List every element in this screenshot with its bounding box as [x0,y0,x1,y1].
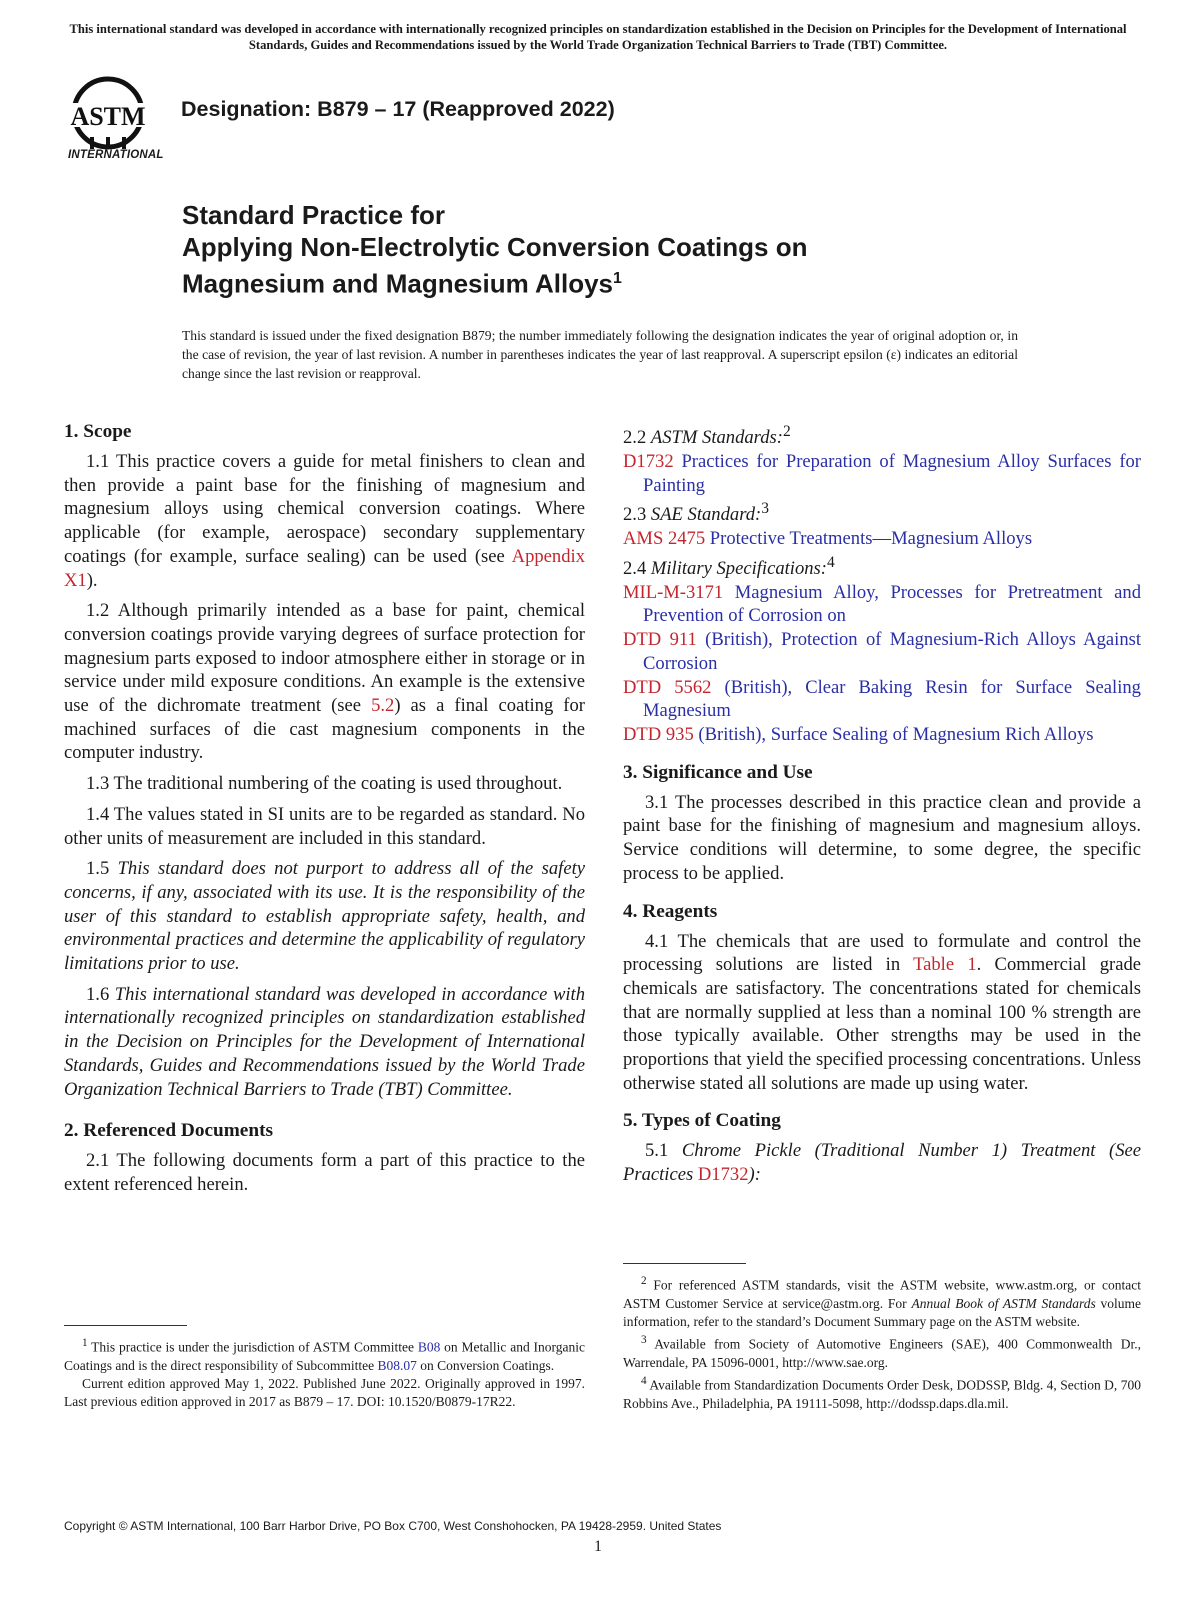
title-line-2: Applying Non-Electrolytic Conversion Coatings on [182,232,808,262]
right-column [623,420,1141,1194]
left-footnote-rule [64,1325,187,1326]
section-3-heading: 3. Significance and Use [623,761,813,783]
right-footnote-rule [623,1263,746,1264]
ref-d1732[interactable]: D1732 Practices for Preparation of Magnesium Alloy Surfaces for Painting [623,450,1141,496]
para-3-1: 3.1 The processes described in this practice clean and provide a paint base for the finishing of magnesium and magnesium alloys. Service conditions will determine, to some degree, the specific process to be applied. [623,791,1141,884]
top-notice: This international standard was developed in accordance with internationally recognized principles on standardization established in the Decision on Principles for the Development of International Standards, Guides and Recommendations issued by the World Trade Organization Technical Barriers to Trade (TBT) Committee. [69,22,1127,52]
title-line-3: Magnesium and Magnesium Alloys$^1$ [182,268,622,299]
designation: Designation: B879 – 17 (Reapproved 2022) [181,97,615,121]
military-specs-label: 2.4 Military Specifications:$^4$ [623,553,835,580]
footnote-3: $^3$ Available from Society of Automotive Engineers (SAE), 400 Commonwealth Dr., Warrendale, PA 15096-0001, http://www.sae.org. [623,1334,1141,1371]
footnote-1: $^1$ This practice is under the jurisdiction of ASTM Committee B08 on Metallic and Inorganic Coatings and is the direct responsibility of Subcommittee B08.07 on Conversion Coatings. [64,1337,585,1373]
ref-ams-2475[interactable]: AMS 2475 Protective Treatments—Magnesium Alloys [623,528,1033,550]
logo-subtitle: INTERNATIONAL [68,149,164,161]
para-1-3: 1.3 The traditional numbering of the coating is used throughout. [86,773,563,795]
para-5-1: 5.1 Chrome Pickle (Traditional Number 1) Treatment (See Practices D1732): [623,1140,1141,1186]
page-number: 1 [594,1538,602,1555]
footnote-4: $^4$ Available from Standardization Documents Order Desk, DODSSP, Bldg. 4, Section D, 700 Robbins Ave., Philadelphia, PA 19111-5098, http://dodssp.daps.dla.mil. [623,1375,1141,1412]
right-footnotes [623,1272,1141,1414]
footnote-2: $^2$ For referenced ASTM standards, visit the ASTM website, www.astm.org, or contact ASTM Customer Service at service@astm.org. For Annual Book of ASTM Standards volume information, refer to the standard’s Document Summary page on the ASTM website. [623,1275,1142,1330]
section-2-heading: 2. Referenced Documents [64,1120,274,1142]
para-2-1: 2.1 The following documents form a part of this practice to the extent referenced herein. [64,1150,585,1195]
ref-dtd-935[interactable]: DTD 935 (British), Surface Sealing of Magnesium Rich Alloys [623,724,1094,745]
para-1-5: 1.5 This standard does not purport to address all of the safety concerns, if any, associated with its use. It is the responsibility of the user of this standard to establish appropriate safety, health, and environmental practices and determine the applicability of regulatory limitations prior to use. [64,858,585,975]
para-4-1: 4.1 The chemicals that are used to formulate and control the processing solutions are listed in Table 1. Commercial grade chemicals are satisfactory. The concentrations stated for chemicals that are normally supplied at less than a nominal 100 % strength are those typically available. Other strengths may be used in the proportions that yield the specified processing concentrations. Unless otherwise stated all solutions are made up using water. [623,930,1141,1094]
section-1-heading: 1. Scope [64,421,132,442]
left-column [64,420,585,1204]
ref-dtd-911[interactable]: DTD 911 (British), Protection of Magnesium-Rich Alloys Against Corrosion [623,629,1142,674]
title-line-1: Standard Practice for [182,200,445,230]
section-5-heading: 5. Types of Coating [623,1110,781,1132]
copyright: Copyright © ASTM International, 100 Barr Harbor Drive, PO Box C700, West Conshohocken, PA 19428-2959. United States [64,1519,722,1533]
para-1-6: 1.6 This international standard was developed in accordance with internationally recognized principles on standardization established in the Decision on Principles for the Development of International Standards, Guides and Recommendations issued by the World Trade Organization Technical Barriers to Trade (TBT) Committee. [64,983,586,1100]
b08-link[interactable]: B08 [417,1339,441,1355]
appendix-x1-link[interactable]: Appendix X1 [64,545,585,591]
table-1-link[interactable]: Table 1 [913,954,977,976]
svg-text:ASTM: ASTM [70,102,146,131]
ref-dtd-5562[interactable]: DTD 5562 (British), Clear Baking Resin for Surface Sealing Magnesium [623,676,1141,722]
para-1-4: 1.4 The values stated in SI units are to be regarded as standard. No other units of measurement are included in this standard. [64,803,585,849]
footnote-1-edition: Current edition approved May 1, 2022. Published June 2022. Originally approved in 1997. Last previous edition approved in 2017 as B879 – 17. DOI: 10.1520/B0879-17R22. [64,1376,585,1410]
left-footnotes [64,1334,585,1412]
sae-standard-label: 2.3 SAE Standard:$^3$ [623,500,769,526]
section-5-2-link[interactable]: 5.2 [371,695,395,717]
para-1-2: 1.2 Although primarily intended as a base for paint, chemical conversion coatings provide varying degrees of surface protection for magnesium parts exposed to indoor atmosphere either in storage or in service under mild exposure conditions. An example is the extensive use of the dichromate treatment (see 5.2) as a final coating for machined surfaces of die cast magnesium components in the computer industry. [64,600,585,764]
section-4-heading: 4. Reagents [623,900,718,922]
ref-mil-m-3171[interactable]: MIL-M-3171 Magnesium Alloy, Processes for Pretreatment and Prevention of Corrosion on [623,581,1141,627]
title-footnote-ref[interactable]: 1 [613,270,622,287]
document-title [182,199,808,300]
issued-note: This standard is issued under the fixed designation B879; the number immediately following the designation indicates the year of original adoption or, in the case of revision, the year of last revision. A number in parentheses indicates the year of last reapproval. A superscript epsilon (ε) indicates an editorial change since the last revision or reapproval. [182,328,1018,381]
d1732-link[interactable]: D1732 [697,1164,749,1186]
b08-07-link[interactable]: B08.07 [377,1357,417,1373]
astm-standards-label: 2.2 ASTM Standards:$^2$ [623,423,791,449]
para-1-1: 1.1 This practice covers a guide for metal finishers to clean and then provide a paint base for the finishing of magnesium and magnesium alloys using chemical conversion coatings. Where applicable (for example, aerospace) secondary supplementary coatings (for example, surface sealing) can be used (see Appendix X1). [64,451,585,591]
